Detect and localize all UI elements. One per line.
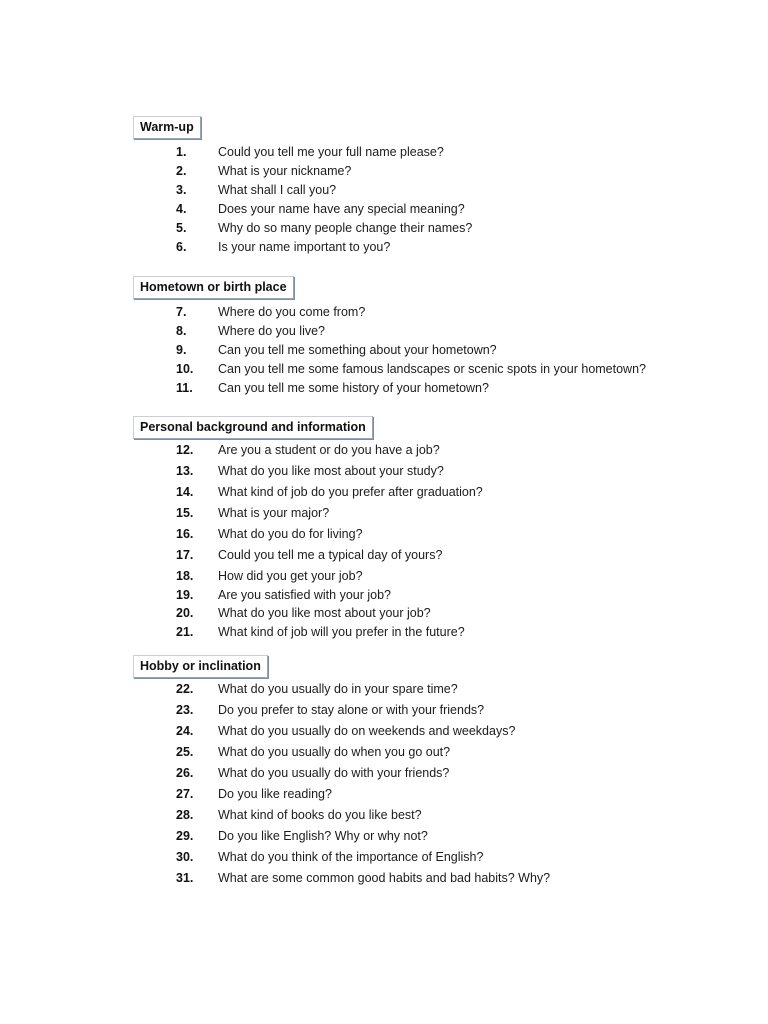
question-list (133, 143, 473, 257)
question-item (133, 848, 484, 869)
question-number: 2. (176, 164, 187, 178)
question-text: What do you like most about your job? (218, 606, 431, 620)
question-text: How did you get your job? (218, 569, 363, 583)
question-number: 1. (176, 145, 187, 159)
question-item (133, 567, 373, 586)
question-number: 17. (176, 548, 194, 562)
question-text: What do you usually do when you go out? (218, 745, 451, 759)
question-number: 19. (176, 588, 194, 602)
question-item (133, 238, 391, 257)
question-item (133, 525, 373, 546)
question-number: 29. (176, 829, 194, 843)
question-text: Can you tell me some history of your hometown? (218, 381, 489, 395)
question-text: What is your nickname? (218, 164, 352, 178)
question-item (133, 441, 440, 462)
question-list (133, 680, 551, 890)
question-item (133, 546, 443, 567)
question-number: 18. (176, 569, 194, 583)
question-text: Do you like reading? (218, 787, 332, 801)
question-text: What do you do for living? (218, 527, 363, 541)
question-number: 5. (176, 221, 187, 235)
question-item (133, 143, 444, 162)
question-text: What do you think of the importance of English? (218, 850, 484, 864)
question-item (133, 181, 337, 200)
section-personal-background (133, 416, 483, 642)
question-item (133, 764, 450, 785)
question-text: Where do you live? (218, 324, 326, 338)
question-item (133, 701, 485, 722)
question-item (133, 743, 451, 764)
question-text: What do you usually do with your friends? (218, 766, 450, 780)
question-text: Are you satisfied with your job? (218, 588, 392, 602)
question-list (133, 303, 646, 398)
question-item (133, 462, 444, 483)
question-number: 22. (176, 682, 194, 696)
question-item (133, 379, 489, 398)
question-text: Does your name have any special meaning? (218, 202, 465, 216)
question-number: 25. (176, 745, 194, 759)
question-number: 26. (176, 766, 194, 780)
question-number: 8. (176, 324, 187, 338)
question-item (133, 722, 516, 743)
question-number: 21. (176, 625, 194, 639)
question-text: Are you a student or do you have a job? (218, 443, 440, 457)
section-heading: Warm-up (133, 116, 201, 139)
question-number: 28. (176, 808, 194, 822)
question-item (133, 680, 458, 701)
question-number: 3. (176, 183, 187, 197)
question-number: 23. (176, 703, 194, 717)
question-number: 12. (176, 443, 194, 457)
question-item (133, 341, 497, 360)
question-item (133, 869, 551, 890)
question-number: 9. (176, 343, 187, 357)
question-text: Is your name important to you? (218, 240, 391, 254)
section-hobby (133, 655, 551, 890)
question-item (133, 504, 373, 525)
question-number: 10. (176, 362, 194, 376)
question-number: 16. (176, 527, 194, 541)
question-number: 20. (176, 606, 194, 620)
question-text: What do you usually do on weekends and weekdays? (218, 724, 516, 738)
question-item (133, 360, 646, 379)
question-item (133, 604, 431, 623)
question-item (133, 200, 465, 219)
question-text: What kind of books do you like best? (218, 808, 422, 822)
question-text: Do you like English? Why or why not? (218, 829, 428, 843)
question-text: What do you usually do in your spare time? (218, 682, 458, 696)
question-text: What shall I call you? (218, 183, 337, 197)
question-number: 4. (176, 202, 187, 216)
question-text: What do you like most about your study? (218, 464, 444, 478)
question-text: Where do you come from? (218, 305, 366, 319)
section-heading: Hometown or birth place (133, 276, 294, 299)
question-item (133, 623, 465, 642)
question-text: Do you prefer to stay alone or with your friends? (218, 703, 485, 717)
section-warm-up (133, 116, 473, 257)
question-item (133, 162, 352, 181)
question-number: 15. (176, 506, 194, 520)
question-text: Why do so many people change their names? (218, 221, 473, 235)
question-item (133, 785, 332, 806)
question-number: 27. (176, 787, 194, 801)
question-text: What kind of job do you prefer after graduation? (218, 485, 483, 499)
question-text: Could you tell me a typical day of yours? (218, 548, 443, 562)
question-number: 6. (176, 240, 187, 254)
question-text: Can you tell me something about your hometown? (218, 343, 497, 357)
question-text: Can you tell me some famous landscapes or scenic spots in your hometown? (218, 362, 646, 376)
question-number: 13. (176, 464, 194, 478)
question-number: 11. (176, 381, 193, 395)
question-item (133, 806, 422, 827)
question-text: Could you tell me your full name please? (218, 145, 444, 159)
question-text: What are some common good habits and bad habits? Why? (218, 871, 551, 885)
question-number: 7. (176, 305, 187, 319)
question-item (133, 219, 473, 238)
question-number: 14. (176, 485, 194, 499)
section-heading: Hobby or inclination (133, 655, 268, 678)
section-heading: Personal background and information (133, 416, 373, 439)
question-item (133, 483, 483, 504)
section-hometown (133, 276, 646, 398)
question-text: What is your major? (218, 506, 330, 520)
question-number: 30. (176, 850, 194, 864)
question-list (133, 441, 483, 642)
question-item (133, 303, 366, 322)
question-item (133, 322, 326, 341)
question-text: What kind of job will you prefer in the future? (218, 625, 465, 639)
question-item (133, 827, 428, 848)
question-number: 24. (176, 724, 194, 738)
question-item (133, 586, 392, 604)
question-number: 31. (176, 871, 194, 885)
